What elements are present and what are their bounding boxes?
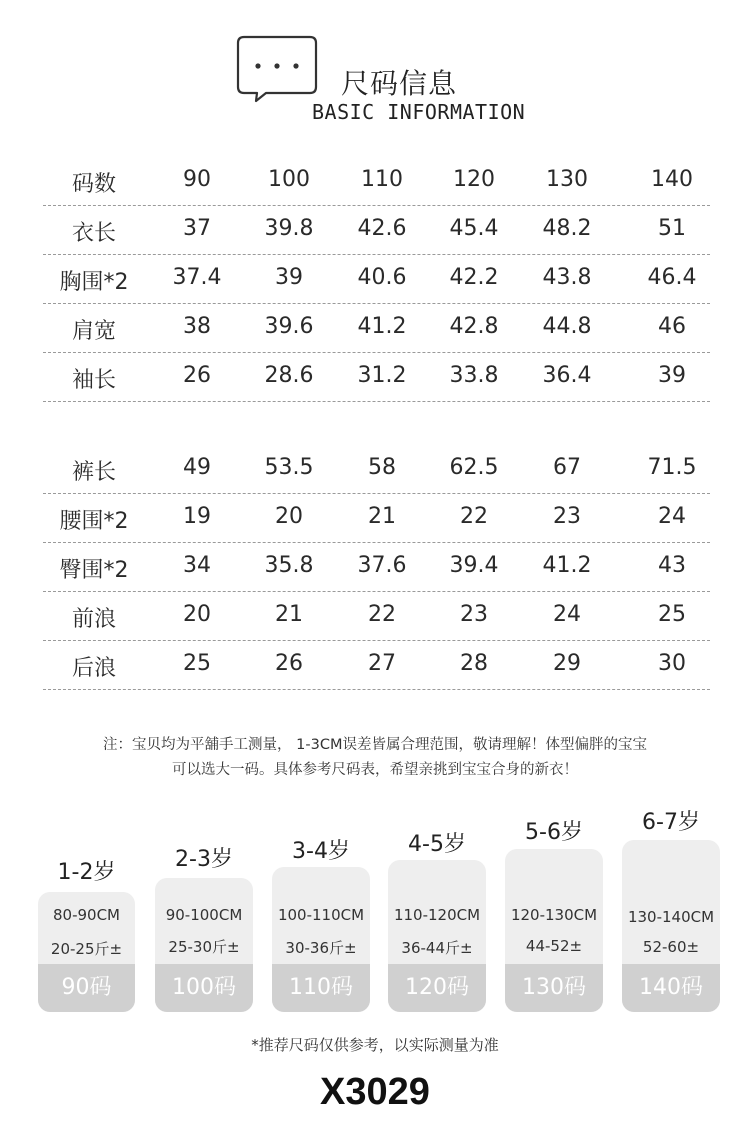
age-label: 1-2岁 <box>57 860 116 885</box>
size-code: 110码 <box>272 964 370 1012</box>
weight-range: 36-44斤± <box>401 939 473 957</box>
table-cell: 39 <box>275 265 303 290</box>
product-code: X3029 <box>320 1071 430 1113</box>
age-label: 6-7岁 <box>642 810 700 835</box>
table-cell: 46 <box>658 314 686 339</box>
table-cell: 44.8 <box>542 314 592 339</box>
table-cell: 41.2 <box>357 314 407 339</box>
table-cell: 30 <box>658 651 686 676</box>
card-box <box>38 892 135 1012</box>
row-label: 胸围*2 <box>59 270 129 295</box>
table-cell: 24 <box>553 602 581 627</box>
table-cell: 140 <box>651 167 693 192</box>
page-title: 尺码信息 <box>341 67 458 100</box>
weight-range: 44-52± <box>525 937 583 955</box>
table-cell: 20 <box>183 602 211 627</box>
measurement-note-line1: 注：宝贝均为平舖手工测量， 1-3CM误差皆属合理范围，敬请理解！体型偏胖的宝宝 <box>103 737 647 753</box>
height-range: 90-100CM <box>165 906 243 924</box>
size-card-90 <box>38 855 135 1012</box>
row-label: 臀围*2 <box>59 558 129 583</box>
height-range: 100-110CM <box>277 906 365 924</box>
size-card-100 <box>155 842 253 1012</box>
top-size-table <box>43 157 710 402</box>
table-cell: 62.5 <box>449 455 499 480</box>
height-range: 130-140CM <box>627 908 715 926</box>
weight-range: 25-30斤± <box>168 938 240 956</box>
table-cell: 53.5 <box>264 455 314 480</box>
chat-bubble-icon <box>236 35 320 105</box>
table-row <box>43 494 710 543</box>
table-cell: 27 <box>368 651 396 676</box>
table-cell: 46.4 <box>647 265 697 290</box>
table-row <box>43 255 710 304</box>
age-label: 5-6岁 <box>525 820 583 845</box>
table-cell: 43 <box>658 553 686 578</box>
size-code: 120码 <box>388 964 486 1012</box>
table-cell: 40.6 <box>357 265 407 290</box>
row-label: 腰围*2 <box>59 509 129 534</box>
bottom-size-table <box>43 445 710 690</box>
row-label: 后浪 <box>71 656 117 681</box>
table-cell: 45.4 <box>449 216 499 241</box>
table-cell: 37.4 <box>172 265 222 290</box>
table-cell: 23 <box>553 504 581 529</box>
table-cell: 130 <box>546 167 588 192</box>
table-cell: 37.6 <box>357 553 407 578</box>
table-cell: 90 <box>183 167 211 192</box>
size-code: 100码 <box>155 964 253 1012</box>
table-row <box>43 592 710 641</box>
height-range: 80-90CM <box>52 906 120 924</box>
table-cell: 38 <box>183 314 211 339</box>
table-cell: 25 <box>658 602 686 627</box>
table-cell: 39.4 <box>449 553 499 578</box>
size-card-120 <box>388 827 486 1012</box>
table-cell: 42.2 <box>449 265 499 290</box>
table-cell: 25 <box>183 651 211 676</box>
table-row <box>43 304 710 353</box>
row-label: 衣长 <box>71 221 117 246</box>
row-label: 裤长 <box>71 460 117 485</box>
table-row <box>43 445 710 494</box>
table-cell: 42.6 <box>357 216 407 241</box>
table-row <box>43 206 710 255</box>
table-cell: 28.6 <box>264 363 314 388</box>
table-cell: 28 <box>460 651 488 676</box>
table-cell: 19 <box>183 504 211 529</box>
table-cell: 26 <box>275 651 303 676</box>
recommendation-footnote: *推荐尺码仅供参考，以实际测量为准 <box>251 1036 499 1054</box>
weight-range: 30-36斤± <box>285 939 357 957</box>
table-cell: 33.8 <box>449 363 499 388</box>
table-cell: 39.8 <box>264 216 314 241</box>
weight-range: 20-25斤± <box>50 940 123 958</box>
table-cell: 100 <box>268 167 310 192</box>
table-cell: 67 <box>553 455 581 480</box>
height-range: 120-130CM <box>510 906 598 924</box>
card-box <box>388 860 486 1012</box>
table-cell: 29 <box>553 651 581 676</box>
table-cell: 41.2 <box>542 553 592 578</box>
table-cell: 37 <box>183 216 211 241</box>
weight-range: 52-60± <box>642 938 700 956</box>
size-card-130 <box>505 815 603 1012</box>
page-subtitle: BASIC INFORMATION <box>312 100 526 124</box>
card-box <box>505 849 603 1012</box>
table-cell: 23 <box>460 602 488 627</box>
table-row <box>43 353 710 402</box>
table-cell: 42.8 <box>449 314 499 339</box>
table-row <box>43 157 710 206</box>
table-cell: 110 <box>361 167 403 192</box>
size-code: 90码 <box>38 964 135 1012</box>
table-row <box>43 543 710 592</box>
table-cell: 21 <box>368 504 396 529</box>
age-label: 3-4岁 <box>292 839 350 864</box>
height-range: 110-120CM <box>393 906 481 924</box>
row-label: 袖长 <box>71 368 117 393</box>
table-cell: 22 <box>460 504 488 529</box>
size-card-140 <box>622 805 720 1012</box>
table-cell: 120 <box>453 167 495 192</box>
table-cell: 71.5 <box>647 455 697 480</box>
table-cell: 39 <box>658 363 686 388</box>
row-label: 前浪 <box>71 607 117 632</box>
card-box <box>155 878 253 1012</box>
table-cell: 22 <box>368 602 396 627</box>
table-cell: 24 <box>658 504 686 529</box>
table-cell: 58 <box>368 455 396 480</box>
table-cell: 49 <box>183 455 211 480</box>
card-box <box>272 867 370 1012</box>
row-label: 肩宽 <box>71 319 117 344</box>
size-code: 130码 <box>505 964 603 1012</box>
table-cell: 26 <box>183 363 211 388</box>
measurement-note-line2: 可以选大一码。具体参考尺码表，希望亲挑到宝宝合身的新衣！ <box>172 762 578 778</box>
table-cell: 34 <box>183 553 211 578</box>
age-label: 2-3岁 <box>175 847 233 872</box>
table-cell: 48.2 <box>542 216 592 241</box>
table-cell: 51 <box>658 216 686 241</box>
table-cell: 20 <box>275 504 303 529</box>
card-box <box>622 840 720 1012</box>
age-label: 4-5岁 <box>408 832 466 857</box>
table-cell: 21 <box>275 602 303 627</box>
table-cell: 43.8 <box>542 265 592 290</box>
size-code: 140码 <box>622 964 720 1012</box>
row-label: 码数 <box>71 172 117 197</box>
table-cell: 39.6 <box>264 314 314 339</box>
table-cell: 36.4 <box>542 363 592 388</box>
table-cell: 35.8 <box>264 553 314 578</box>
table-cell: 31.2 <box>357 363 407 388</box>
table-row <box>43 641 710 690</box>
size-card-110 <box>272 834 370 1012</box>
